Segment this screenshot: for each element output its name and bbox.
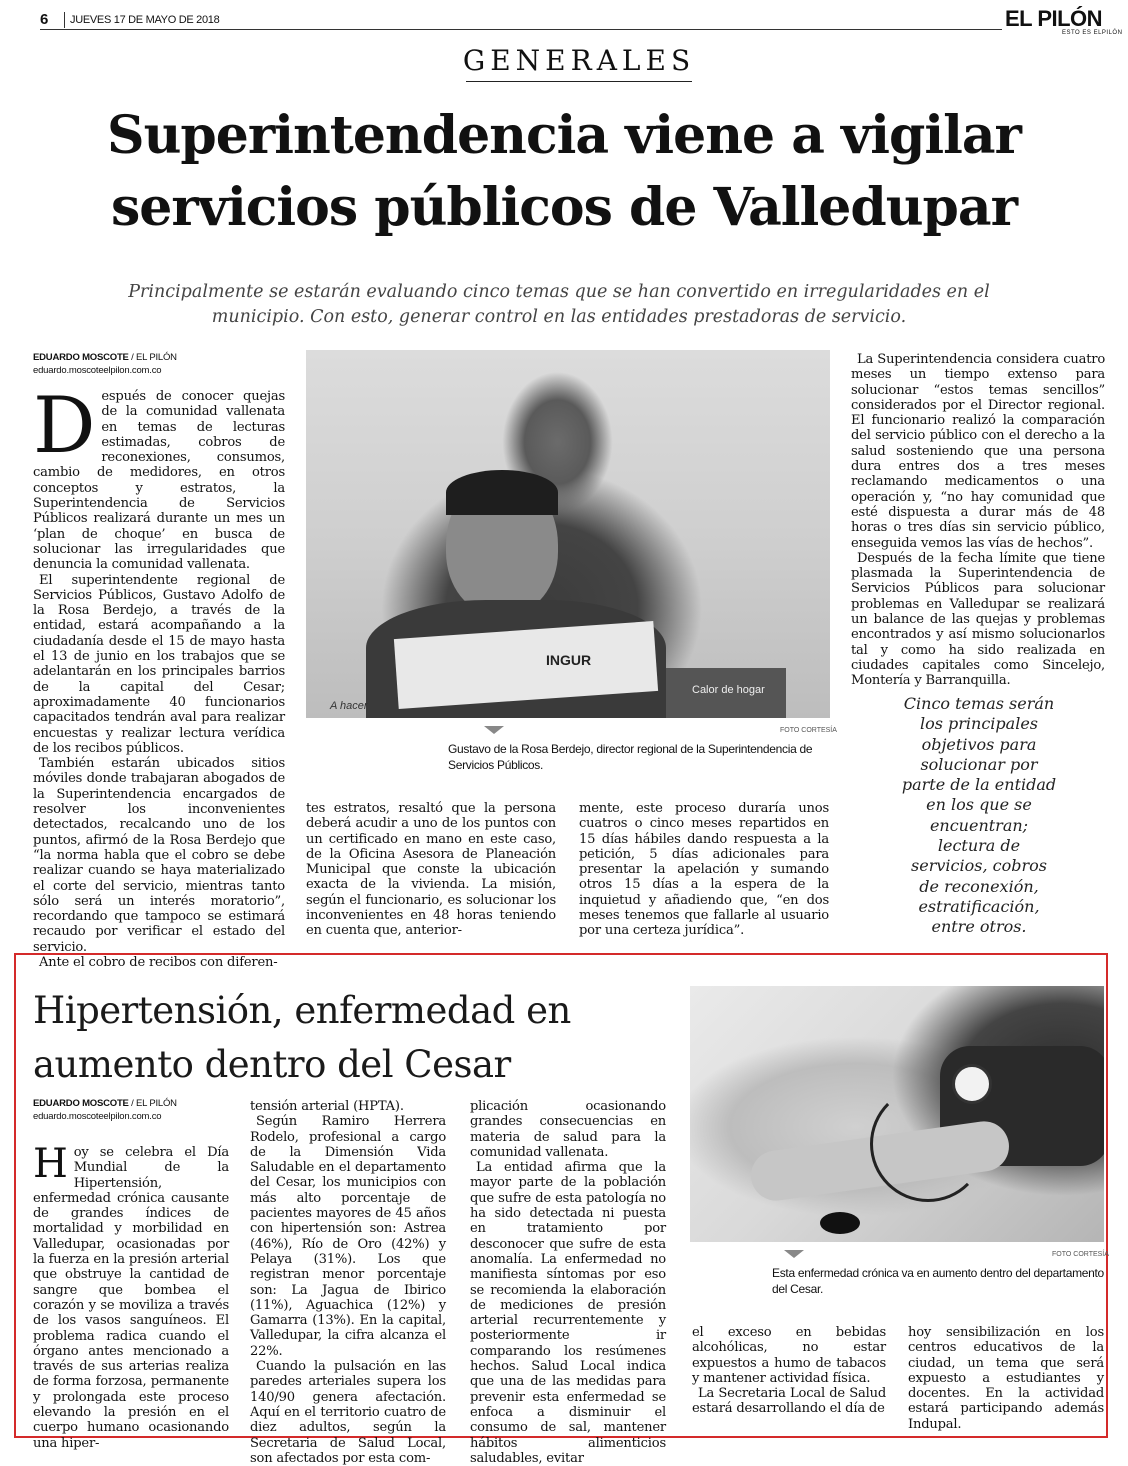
byline-2-org: / EL PILÓN	[128, 1098, 177, 1109]
caption-arrow-1	[484, 726, 504, 734]
byline-2-email[interactable]: eduardo.moscoteelpilon.com.co	[33, 1111, 162, 1122]
article-2-col2-p2: Según Ramiro Herrera Rodelo, profesional a cargo de la Dimensión Vida Saludable en el departamento del Cesar, los municipios con más alto porcentaje de pacientes mayores de 45 años con hipertensión son: Astrea (46%), Río de Oro (42%) y Pelaya (31%). Los que registran menor porcentaje son: La Jagua de Ibirico (11%), Aguachica (12%) y Gamarra (13%). En la capital, Valledupar, la cifra alcanza el 22%.	[250, 1114, 446, 1359]
article-2-col2-p1: tensión arterial (HPTA).	[250, 1099, 404, 1114]
byline-1-email[interactable]: eduardo.moscoteelpilon.com.co	[33, 365, 162, 376]
headline-1-line-2: servicios públicos de Valledupar	[111, 177, 1017, 238]
article-1-dropcap: D	[33, 381, 96, 471]
article-2-col5-text: hoy sensibilización en los centros educativos de la ciudad, un tema que será expuesto a estudiantes y docentes. En la actividad estará participando además Indupal.	[908, 1325, 1104, 1432]
pull-quote: Cinco temas serán los principales objetivos para solucionar por parte de la entidad en los que se encuentran; lectura de servicios, cobros de reconexión, estratificación, entre otros.	[901, 694, 1057, 937]
article-2-column-1	[33, 1141, 229, 1451]
page-date: JUEVES 17 DE MAYO DE 2018	[70, 14, 220, 26]
article-2-dropcap: H	[33, 1141, 68, 1187]
byline-2	[33, 1098, 177, 1109]
header-divider-short	[64, 12, 65, 28]
article-1-column-1	[33, 381, 285, 970]
photo-superintendente	[306, 350, 830, 718]
article-1-paragraph-3: También estarán ubicados sitios móviles donde trabajaran abogados de la Superintendencia encargados de resolver los inconvenientes detectados, recalcando uno de los puntos, afirmó de la Rosa Berdejo que “la norma habla que el cobro se debe realizar cuando se haya materializado el corte del servicio, mientras tanto sólo será un interés moratorio”, recordando que tampoco se estimará recaudo por verificar el estado del servicio.	[33, 756, 285, 955]
headline-2-line-2: aumento dentro del Cesar	[33, 1043, 511, 1086]
photo-2-caption: Esta enfermedad crónica va en aumento dentro del departamento del Cesar.	[772, 1266, 1104, 1296]
photo-1-credit: FOTO CORTESÍA	[780, 727, 837, 734]
article-1-col2-text: tes estratos, resaltó que la persona deberá acudir a uno de los puntos con un certificado en mano en este caso, de la Oficina Asesora de Planeación Municipal que conste la ubicación exacta de la vivienda. La misión, según el funcionario, es solucionar los inconvenientes en 48 horas teniendo en cuenta que, anterior-	[306, 801, 556, 939]
article-2-lead: oy se celebra el Día Mundial de la Hipertensión, enfermedad crónica causante de grandes índices de mortalidad y morbilidad en Valledupar, ocasionadas por la fuerza en la presión arterial que obstruye la cantidad de sangre que bombea el corazón y se moviliza a través de los vasos sanguíneos. El problema radica cuando el órgano antes mencionado a través de sus arterias realiza de forma forzosa, permanente y prolongada este proceso elevando la presión en el cuerpo humano ocasionando una hiper-	[33, 1145, 229, 1451]
subheadline-1	[0, 280, 1118, 330]
photo-text-ingur: INGUR	[546, 652, 592, 668]
photo-1-caption: Gustavo de la Rosa Berdejo, director regional de la Superintendencia de Servicios Públicos.	[448, 742, 813, 772]
byline-1-org: / EL PILÓN	[128, 352, 177, 363]
photo-text-calor: Calor de hogar	[692, 684, 765, 696]
photo-person-hair	[446, 470, 558, 515]
article-2-column-3	[470, 1099, 666, 1466]
article-1-col3-text: mente, este proceso duraría unos cuatros o cinco meses repartidos en 15 días hábiles dando respuesta a la petición, 5 días adicionales para presentar la apelación y sumando otros 15 días a la espera de la inquietud y añadiendo que, “en dos meses tenemos que fallarle al usuario por una certeza jurídica”.	[579, 801, 829, 939]
article-1-col4-p1: La Superintendencia considera cuatro meses un tiempo extenso para solucionar “estos temas sencillos” considerados por el Director regional. El funcionario realizó la comparación del servicio público con el derecho a la salud sosteniendo que una persona dura entres dos a tres meses reclamando medicamentos o una operación y, “no hay comunidad que esté dispuesta a durar más de 48 horas o tres días sin servicio público, enseguida vemos las vías de hechos”.	[851, 352, 1105, 551]
article-1-column-2	[306, 801, 556, 939]
photo-bulb	[820, 1212, 860, 1234]
headline-1-line-1: Superintendencia viene a vigilar	[107, 105, 1021, 166]
subheadline-1-line-2: municipio. Con esto, generar control en las entidades prestadoras de servicio.	[211, 307, 907, 327]
subheadline-1-line-1: Principalmente se estarán evaluando cinco temas que se han convertido en irregularidades en el	[128, 282, 990, 302]
article-2-column-2	[250, 1099, 446, 1466]
brand-tagline: ESTO ES ELPILÓN	[1062, 30, 1123, 36]
article-2-col3-p1: plicación ocasionando grandes consecuencias en materia de salud para la comunidad vallenata.	[470, 1099, 666, 1160]
section-title: GENERALES	[462, 44, 696, 77]
caption-arrow-2	[784, 1250, 804, 1258]
article-2-col3-p2: La entidad afirma que la mayor parte de la población que sufre de esta patología no ha sido detectada ni puesta en tratamiento por desconocer que sufre de esta anomalía. La enfermedad no manifiesta síntomas por eso se recomienda la elaboración de mediciones de presión arterial recurrentemente y posteriormente ir comparando los resúmenes hechos. Salud Local indica que una de las medidas para prevenir esta enfermedad se enfoca a disminuir el consumo de sal, mantener hábitos alimenticios saludables, evitar	[470, 1160, 666, 1466]
headline-1	[0, 100, 1128, 244]
article-1-paragraph-4: Ante el cobro de recibos con diferen-	[39, 954, 278, 970]
section-underline	[466, 81, 692, 82]
photo-text-hacer: A hacer	[330, 700, 368, 712]
article-1-column-4	[851, 352, 1105, 689]
article-1-paragraph-2: El superintendente regional de Servicios Públicos, Gustavo Adolfo de la Rosa Berdejo, a través de la entidad, estará acompañando a la ciudadanía desde el 15 de mayo hasta el 13 de junio en los trabajos que se adelantarán en los principales barrios de la capital del Cesar; aproximadamente 40 funcionarios capacitados tendrán aval para realizar encuestas y realizar lectura verídica de los recibos públicos.	[33, 572, 285, 756]
article-2-col4-p1: el exceso en bebidas alcohólicas, no estar expuestos a humo de tabacos y mantener actividad física.	[692, 1325, 886, 1386]
brand-logo: EL PILÓN	[1005, 6, 1103, 31]
photo-2-credit: FOTO CORTESÍA	[1052, 1251, 1109, 1258]
article-2-column-5	[908, 1325, 1104, 1432]
article-2-column-4	[692, 1325, 886, 1417]
photo-blood-pressure	[690, 986, 1104, 1242]
page-number: 6	[40, 11, 49, 28]
photo-tube	[870, 1086, 986, 1202]
article-2-col4-p2: La Secretaria Local de Salud estará desarrollando el día de	[692, 1386, 886, 1417]
article-2-col2-p3: Cuando la pulsación en las paredes arteriales supera los 140/90 genera afectación. Aquí en el territorio cuatro de diez adultos, según la Secretaria de Salud Local, son afectados por esta com-	[250, 1359, 446, 1466]
article-1-lead: espués de conocer quejas de la comunidad vallenata en temas de lecturas estimadas, cobros de reconexiones, consumos, cambio de medidores, en otros conceptos y estratos, la Superintendencia de Servicios Públicos realizará durante un mes un ‘plan de choque’ en busca de solucionar las irregularidades que denuncia la comunidad vallenata.	[33, 389, 285, 573]
byline-1	[33, 352, 177, 363]
byline-2-author: EDUARDO MOSCOTE	[33, 1098, 129, 1109]
article-1-col4-p2: Después de la fecha límite que tiene plasmada la Superintendencia de Servicios Públicos para solucionar problemas en Valledupar se realizará un balance de las quejas y problemas encontrados y así mismo solucionarlos tal y como ha sido realizada en ciudades capitales como Sincelejo, Montería y Barranquilla.	[851, 550, 1105, 689]
header-rule	[40, 29, 1002, 30]
byline-1-author: EDUARDO MOSCOTE	[33, 352, 129, 363]
headline-2-line-1: Hipertensión, enfermedad en	[33, 989, 571, 1032]
article-1-column-3	[579, 801, 829, 939]
headline-2	[33, 984, 571, 1092]
